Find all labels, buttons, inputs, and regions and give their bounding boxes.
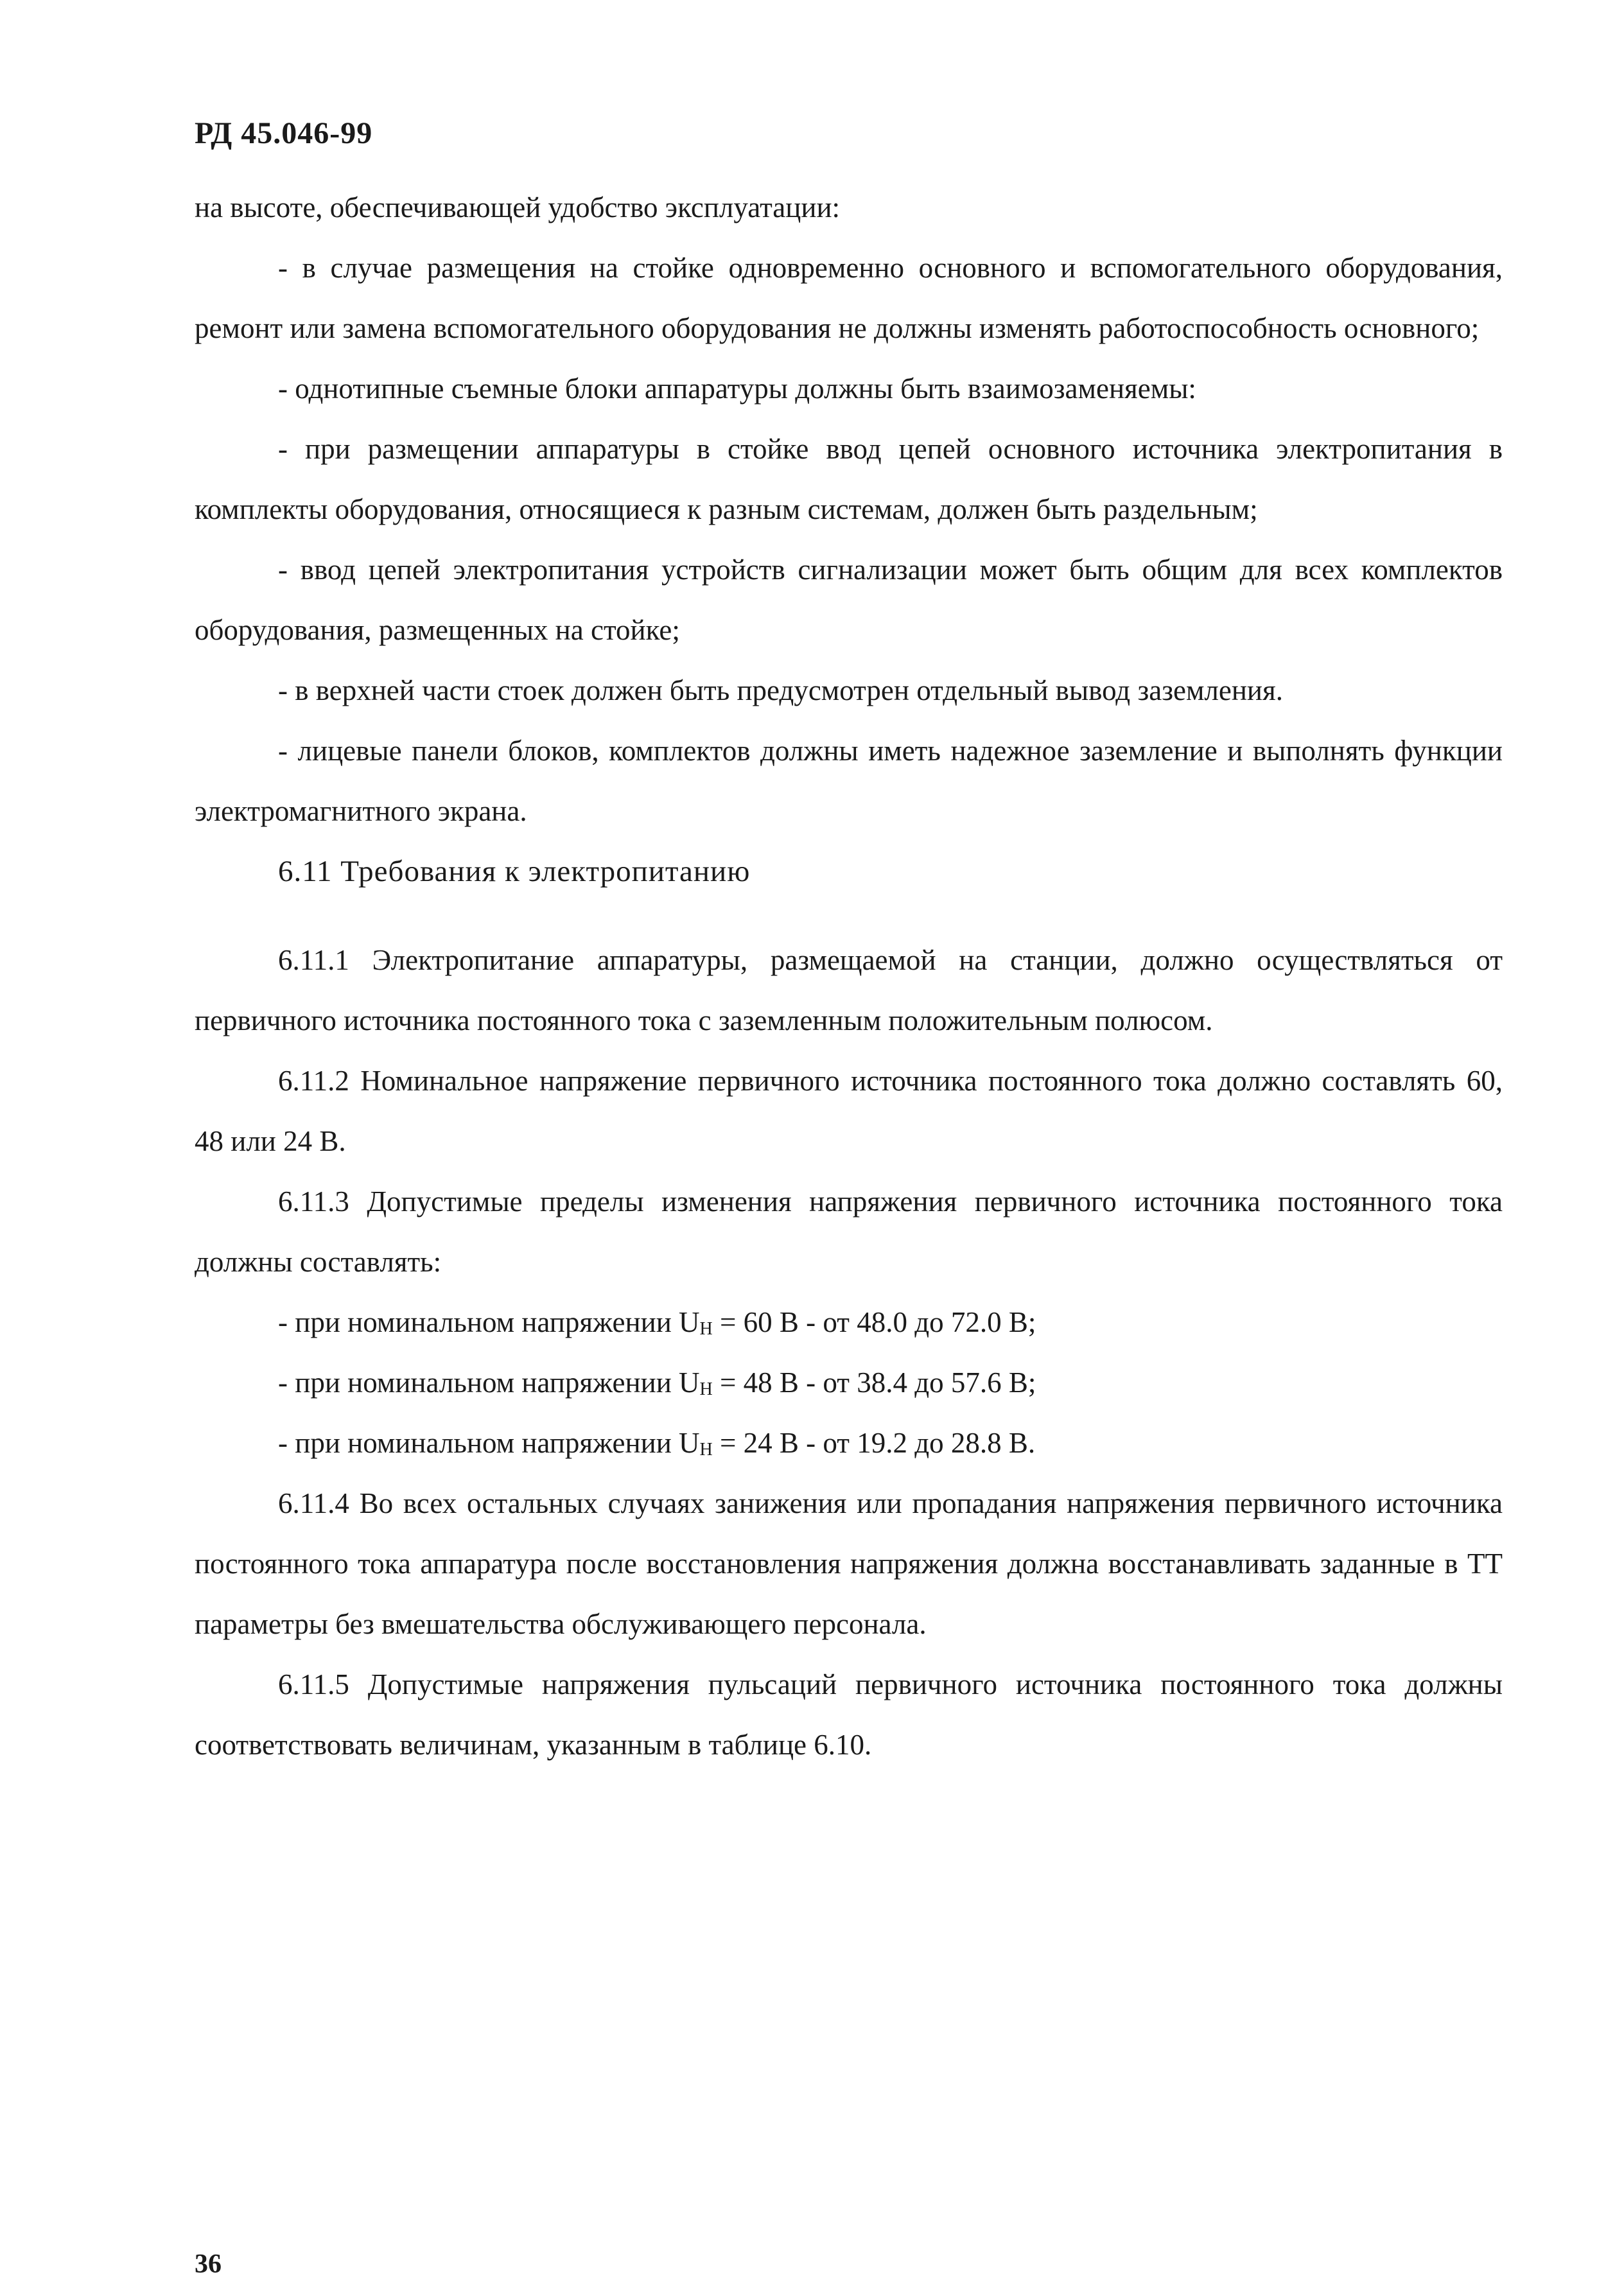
page-number: 36 <box>195 2249 222 2279</box>
clause-6-11-1: 6.11.1 Электропитание аппаратуры, размещаемой на станции, должно осуществляться от первичного источника постоянного тока с заземленным положительным полюсом. <box>195 944 1503 1036</box>
clause-6-11-2: 6.11.2 Номинальное напряжение первичного источника постоянного тока должно составлять 60, 48 или 24 В. <box>195 1065 1503 1157</box>
voltage-range-item <box>195 1292 1503 1352</box>
clause-6-11-4: 6.11.4 Во всех остальных случаях занижения или пропадания напряжения первичного источника постоянного тока аппаратура после восстановления напряжения должна восстанавливать заданные в ТТ параметры без вмешательства обслуживающего персонала. <box>195 1487 1503 1640</box>
voltage-item-text: - при номинальном напряжении U <box>278 1427 700 1459</box>
list-item: - в случае размещения на стойке одновременно основного и вспомогательного оборудования, ремонт или замена вспомогательного оборудования не должны изменять работоспособность основного; <box>195 252 1503 344</box>
list-item: - ввод цепей электропитания устройств сигнализации может быть общим для всех комплектов оборудования, размещенных на стойке; <box>195 554 1503 646</box>
list-item: - лицевые панели блоков, комплектов должны иметь надежное заземление и выполнять функции электромагнитного экрана. <box>195 735 1503 827</box>
list-item: - однотипные съемные блоки аппаратуры должны быть взаимозаменяемы: <box>278 372 1196 405</box>
voltage-subscript: H <box>699 1319 713 1339</box>
list-item: - в верхней части стоек должен быть предусмотрен отдельный вывод заземления. <box>278 674 1283 706</box>
voltage-range-item <box>195 1413 1503 1473</box>
section-heading: 6.11 Требования к электропитанию <box>278 855 751 888</box>
voltage-item-range: = 60 В - от 48.0 до 72.0 В; <box>712 1306 1036 1338</box>
voltage-subscript: H <box>699 1379 713 1399</box>
voltage-item-text: - при номинальном напряжении U <box>278 1306 700 1338</box>
voltage-item-text: - при номинальном напряжении U <box>278 1367 700 1399</box>
list-item: - при размещении аппаратуры в стойке ввод цепей основного источника электропитания в комплекты оборудования, относящиеся к разным системам, должен быть раздельным; <box>195 433 1503 525</box>
voltage-subscript: H <box>699 1440 713 1460</box>
voltage-range-item <box>195 1352 1503 1413</box>
body-text <box>195 177 1503 1775</box>
voltage-item-range: = 24 В - от 19.2 до 28.8 В. <box>712 1427 1036 1459</box>
paragraph-continuation: на высоте, обеспечивающей удобство эксплуатации: <box>195 191 841 223</box>
clause-6-11-3: 6.11.3 Допустимые пределы изменения напряжения первичного источника постоянного тока должны составлять: <box>195 1185 1503 1278</box>
clause-6-11-5: 6.11.5 Допустимые напряжения пульсаций первичного источника постоянного тока должны соответствовать величинам, указанным в таблице 6.10. <box>195 1668 1503 1761</box>
voltage-item-range: = 48 В - от 38.4 до 57.6 В; <box>712 1367 1036 1399</box>
document-code: РД 45.046-99 <box>195 116 373 150</box>
